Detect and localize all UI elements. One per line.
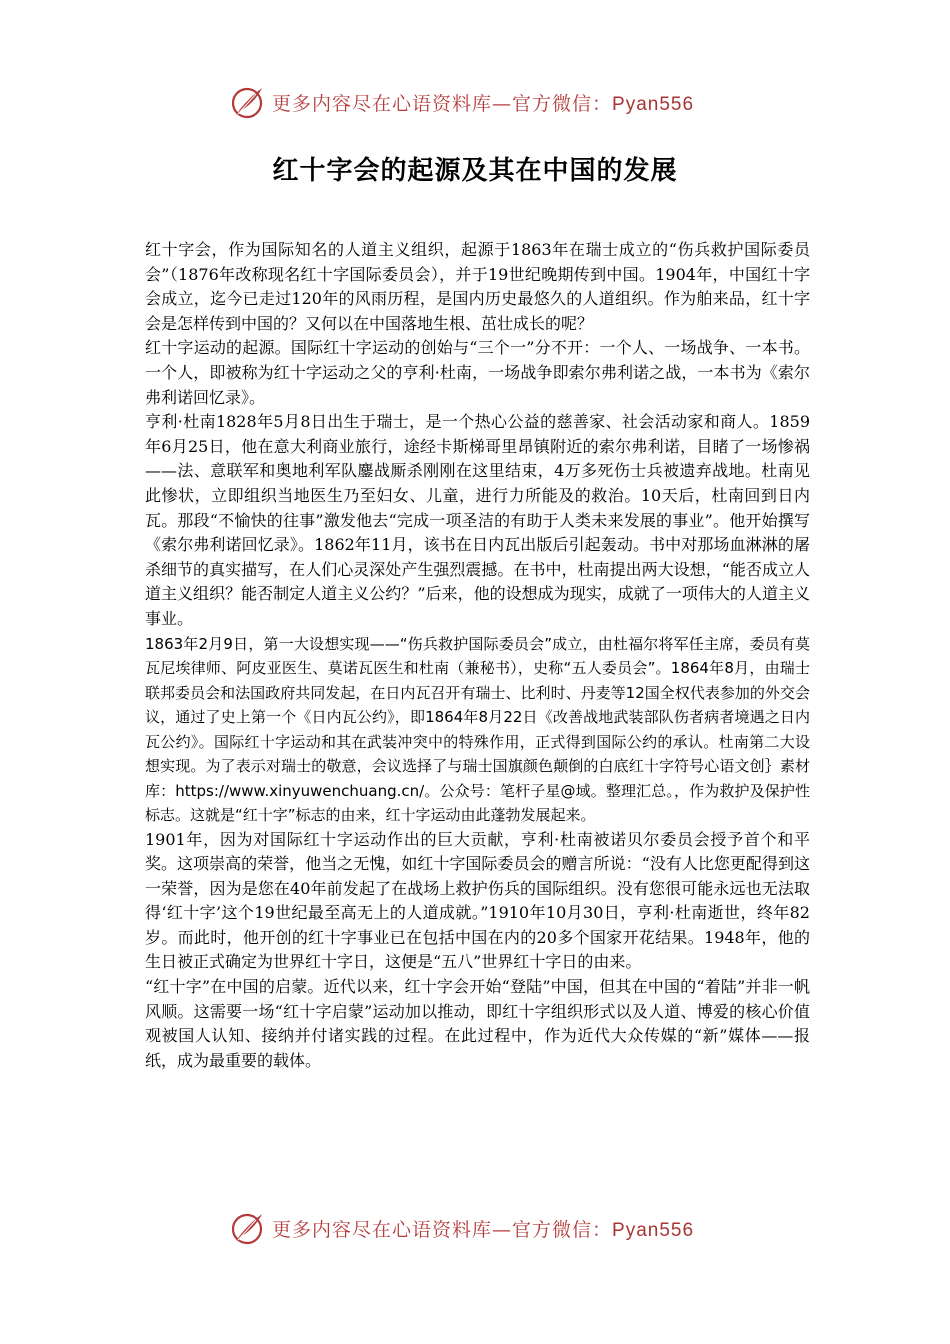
paragraph: 亨利·杜南1828年5月8日出生于瑞士，是一个热心公益的慈善家、社会活动家和商人。1859年6月25日，他在意大利商业旅行，途经卡斯梯哥里昂镇附近的索尔弗利诺，目睹了一场惨祸——法、意联军和奥地利军队鏖战厮杀刚刚在这里结束，4万多死伤士兵被遗弃战地。杜南见此惨状，立即组织当地医生乃至妇女、儿童，进行力所能及的救治。10天后，杜南回到日内瓦。那段“不愉快的往事”激发他去“完成一项圣洁的有助于人类未来发展的事业”。他开始撰写《索尔弗利诺回忆录》。1862年11月，该书在日内瓦出版后引起轰动。书中对那场血淋淋的屠杀细节的真实描写，在人们心灵深处产生强烈震撼。在书中，杜南提出两大设想，“能否成立人道主义组织？能否制定人道主义公约？”后来，他的设想成为现实，成就了一项伟大的人道主义事业。: [145, 412, 810, 628]
header-banner: [228, 82, 728, 122]
wechat-handle: Pyan556: [612, 93, 695, 115]
footer-banner: [228, 1208, 728, 1248]
quill-logo-icon: [228, 82, 268, 122]
banner-text: 更多内容尽在心语资料库—官方微信：Pyan556: [272, 92, 695, 115]
wechat-handle: Pyan556: [612, 1219, 695, 1241]
paragraph: 1863年2月9日，第一大设想实现——“伤兵救护国际委员会”成立，由杜福尔将军任主席，委员有莫瓦尼埃律师、阿皮亚医生、莫诺瓦医生和杜南（兼秘书），史称“五人委员会”。1864年8月，由瑞士联邦委员会和法国政府共同发起，在日内瓦召开有瑞士、比利时、丹麦等12国全权代表参加的外交会议，通过了史上第一个《日内瓦公约》，即1864年8月22日《改善战地武装部队伤者病者境遇之日内瓦公约》。国际红十字运动和其在武装冲突中的特殊作用，正式得到国际公约的承认。杜南第二大设想实现。为了表示对瑞士的敬意，会议选择了与瑞士国旗颜色颠倒的白底红十字符号心语文创｝素材库：https://www.xinyuwenchuang.cn/。公众号：笔杆子星@域。整理汇总。，作为救护及保护性标志。这就是“红十字”标志的由来，红十字运动由此蓬勃发展起来。: [145, 634, 810, 824]
paragraph: 红十字运动的起源。国际红十字运动的创始与“三个一”分不开：一个人、一场战争、一本书。一个人，即被称为红十字运动之父的亨利·杜南，一场战争即索尔弗利诺之战，一本书为《索尔弗利诺回忆录》。: [145, 338, 810, 407]
quill-logo-icon: [228, 1208, 268, 1248]
page-title: 红十字会的起源及其在中国的发展: [272, 156, 678, 186]
paragraph: 1901年，因为对国际红十字运动作出的巨大贡献，亨利·杜南被诺贝尔委员会授予首个和平奖。这项崇高的荣誉，他当之无愧，如红十字国际委员会的赠言所说：“没有人比您更配得到这一荣誉，因为是您在40年前发起了在战场上救护伤兵的国际组织。没有您很可能永远也无法取得‘红十字’这个19世纪最至高无上的人道成就。”1910年10月30日，亨利·杜南逝世，终年82岁。而此时，他开创的红十字事业已在包括中国在内的20多个国家开花结果。1948年，他的生日被正式确定为世界红十字日，这便是“五八”世界红十字日的由来。: [145, 829, 810, 972]
banner-text: 更多内容尽在心语资料库—官方微信：Pyan556: [272, 1218, 695, 1241]
article-body: [145, 238, 810, 1073]
paragraph: 红十字会，作为国际知名的人道主义组织，起源于1863年在瑞士成立的“伤兵救护国际委员会”（1876年改称现名红十字国际委员会），并于19世纪晚期传到中国。1904年，中国红十字会成立，迄今已走过120年的风雨历程，是国内历史最悠久的人道组织。作为舶来品，红十字会是怎样传到中国的？又何以在中国落地生根、茁壮成长的呢？: [145, 240, 810, 333]
paragraph: “红十字”在中国的启蒙。近代以来，红十字会开始“登陆”中国，但其在中国的“着陆”并非一帆风顺。这需要一场“红十字启蒙”运动加以推动，即红十字组织形式以及人道、博爱的核心价值观被国人认知、接纳并付诸实践的过程。在此过程中，作为近代大众传媒的“新”媒体——报纸，成为最重要的载体。: [145, 977, 810, 1070]
